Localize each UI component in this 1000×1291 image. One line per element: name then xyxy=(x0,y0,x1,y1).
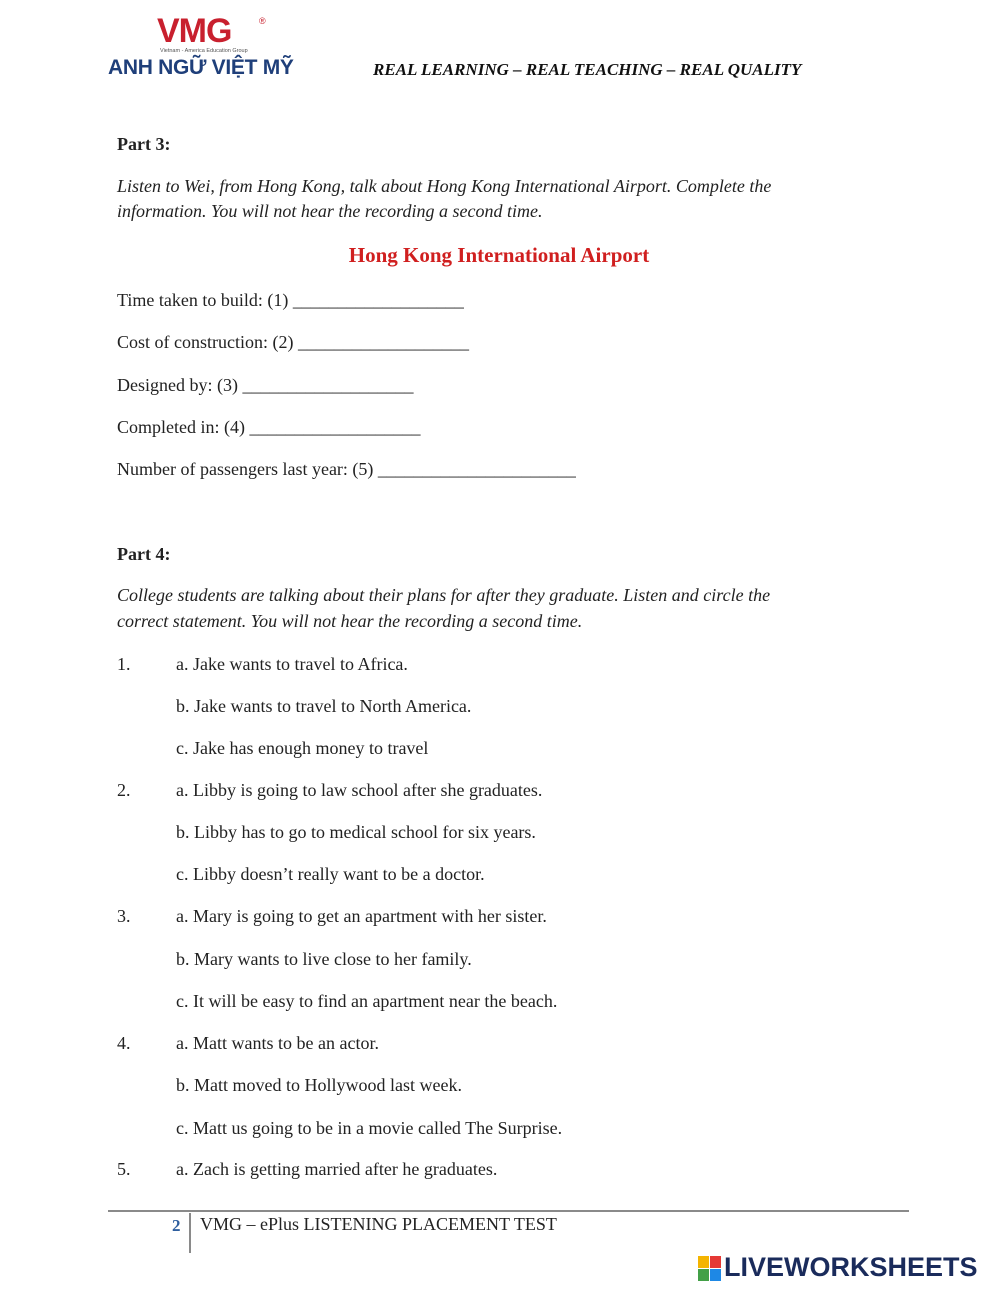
question-5-option-a[interactable]: a. Zach is getting married after he graduates. xyxy=(176,1159,498,1179)
question-number-3: 3. xyxy=(117,906,131,926)
question-4-option-b[interactable]: b. Matt moved to Hollywood last week. xyxy=(176,1075,462,1095)
question-2-option-c[interactable]: c. Libby doesn’t really want to be a doctor. xyxy=(176,864,485,884)
part3-item-3: Designed by: (3) ___________________ xyxy=(117,375,414,395)
part3-item-5: Number of passengers last year: (5) ______________________ xyxy=(117,459,576,479)
question-4-option-c[interactable]: c. Matt us going to be in a movie called The Surprise. xyxy=(176,1118,563,1138)
part3-instructions-line1: Listen to Wei, from Hong Kong, talk about Hong Kong International Airport. Complete the xyxy=(117,176,772,196)
part3-item-1: Time taken to build: (1) ___________________ xyxy=(117,290,464,310)
logo-name: ANH NGỮ VIỆT MỸ xyxy=(108,56,294,79)
question-1-option-c[interactable]: c. Jake has enough money to travel xyxy=(176,738,429,758)
part4-instructions-line1: College students are talking about their plans for after they graduate. Listen and circle the xyxy=(117,585,771,605)
liveworksheets-icon xyxy=(698,1256,722,1282)
question-number-4: 4. xyxy=(117,1033,131,1053)
part4-heading: Part 4: xyxy=(117,544,171,564)
part3-title: Hong Kong International Airport xyxy=(348,243,650,267)
header-slogan: REAL LEARNING – REAL TEACHING – REAL QUALITY xyxy=(373,60,802,79)
question-2-option-a[interactable]: a. Libby is going to law school after she graduates. xyxy=(176,780,543,800)
question-number-2: 2. xyxy=(117,780,131,800)
part3-item-4: Completed in: (4) ___________________ xyxy=(117,417,421,437)
question-number-5: 5. xyxy=(117,1159,131,1179)
footer-divider xyxy=(108,1210,909,1212)
logo-registered-mark: ® xyxy=(259,16,266,26)
question-3-option-a[interactable]: a. Mary is going to get an apartment with her sister. xyxy=(176,906,547,926)
part3-heading: Part 3: xyxy=(117,134,171,154)
part4-instructions-line2: correct statement. You will not hear the recording a second time. xyxy=(117,611,583,631)
footer-vertical-divider xyxy=(189,1213,191,1253)
part3-instructions-line2: information. You will not hear the recording a second time. xyxy=(117,201,543,221)
liveworksheets-watermark[interactable]: LIVEWORKSHEETS xyxy=(724,1252,978,1282)
footer-title: VMG – ePlus LISTENING PLACEMENT TEST xyxy=(200,1214,557,1234)
page-number: 2 xyxy=(172,1216,181,1235)
question-4-option-a[interactable]: a. Matt wants to be an actor. xyxy=(176,1033,379,1053)
question-3-option-b[interactable]: b. Mary wants to live close to her family. xyxy=(176,949,472,969)
question-1-option-b[interactable]: b. Jake wants to travel to North America. xyxy=(176,696,472,716)
logo-tagline: Vietnam - America Education Group xyxy=(160,48,248,54)
question-3-option-c[interactable]: c. It will be easy to find an apartment near the beach. xyxy=(176,991,558,1011)
question-1-option-a[interactable]: a. Jake wants to travel to Africa. xyxy=(176,654,408,674)
question-2-option-b[interactable]: b. Libby has to go to medical school for six years. xyxy=(176,822,536,842)
logo-brand: VMG xyxy=(157,12,232,50)
part3-item-2: Cost of construction: (2) ___________________ xyxy=(117,332,469,352)
question-number-1: 1. xyxy=(117,654,131,674)
